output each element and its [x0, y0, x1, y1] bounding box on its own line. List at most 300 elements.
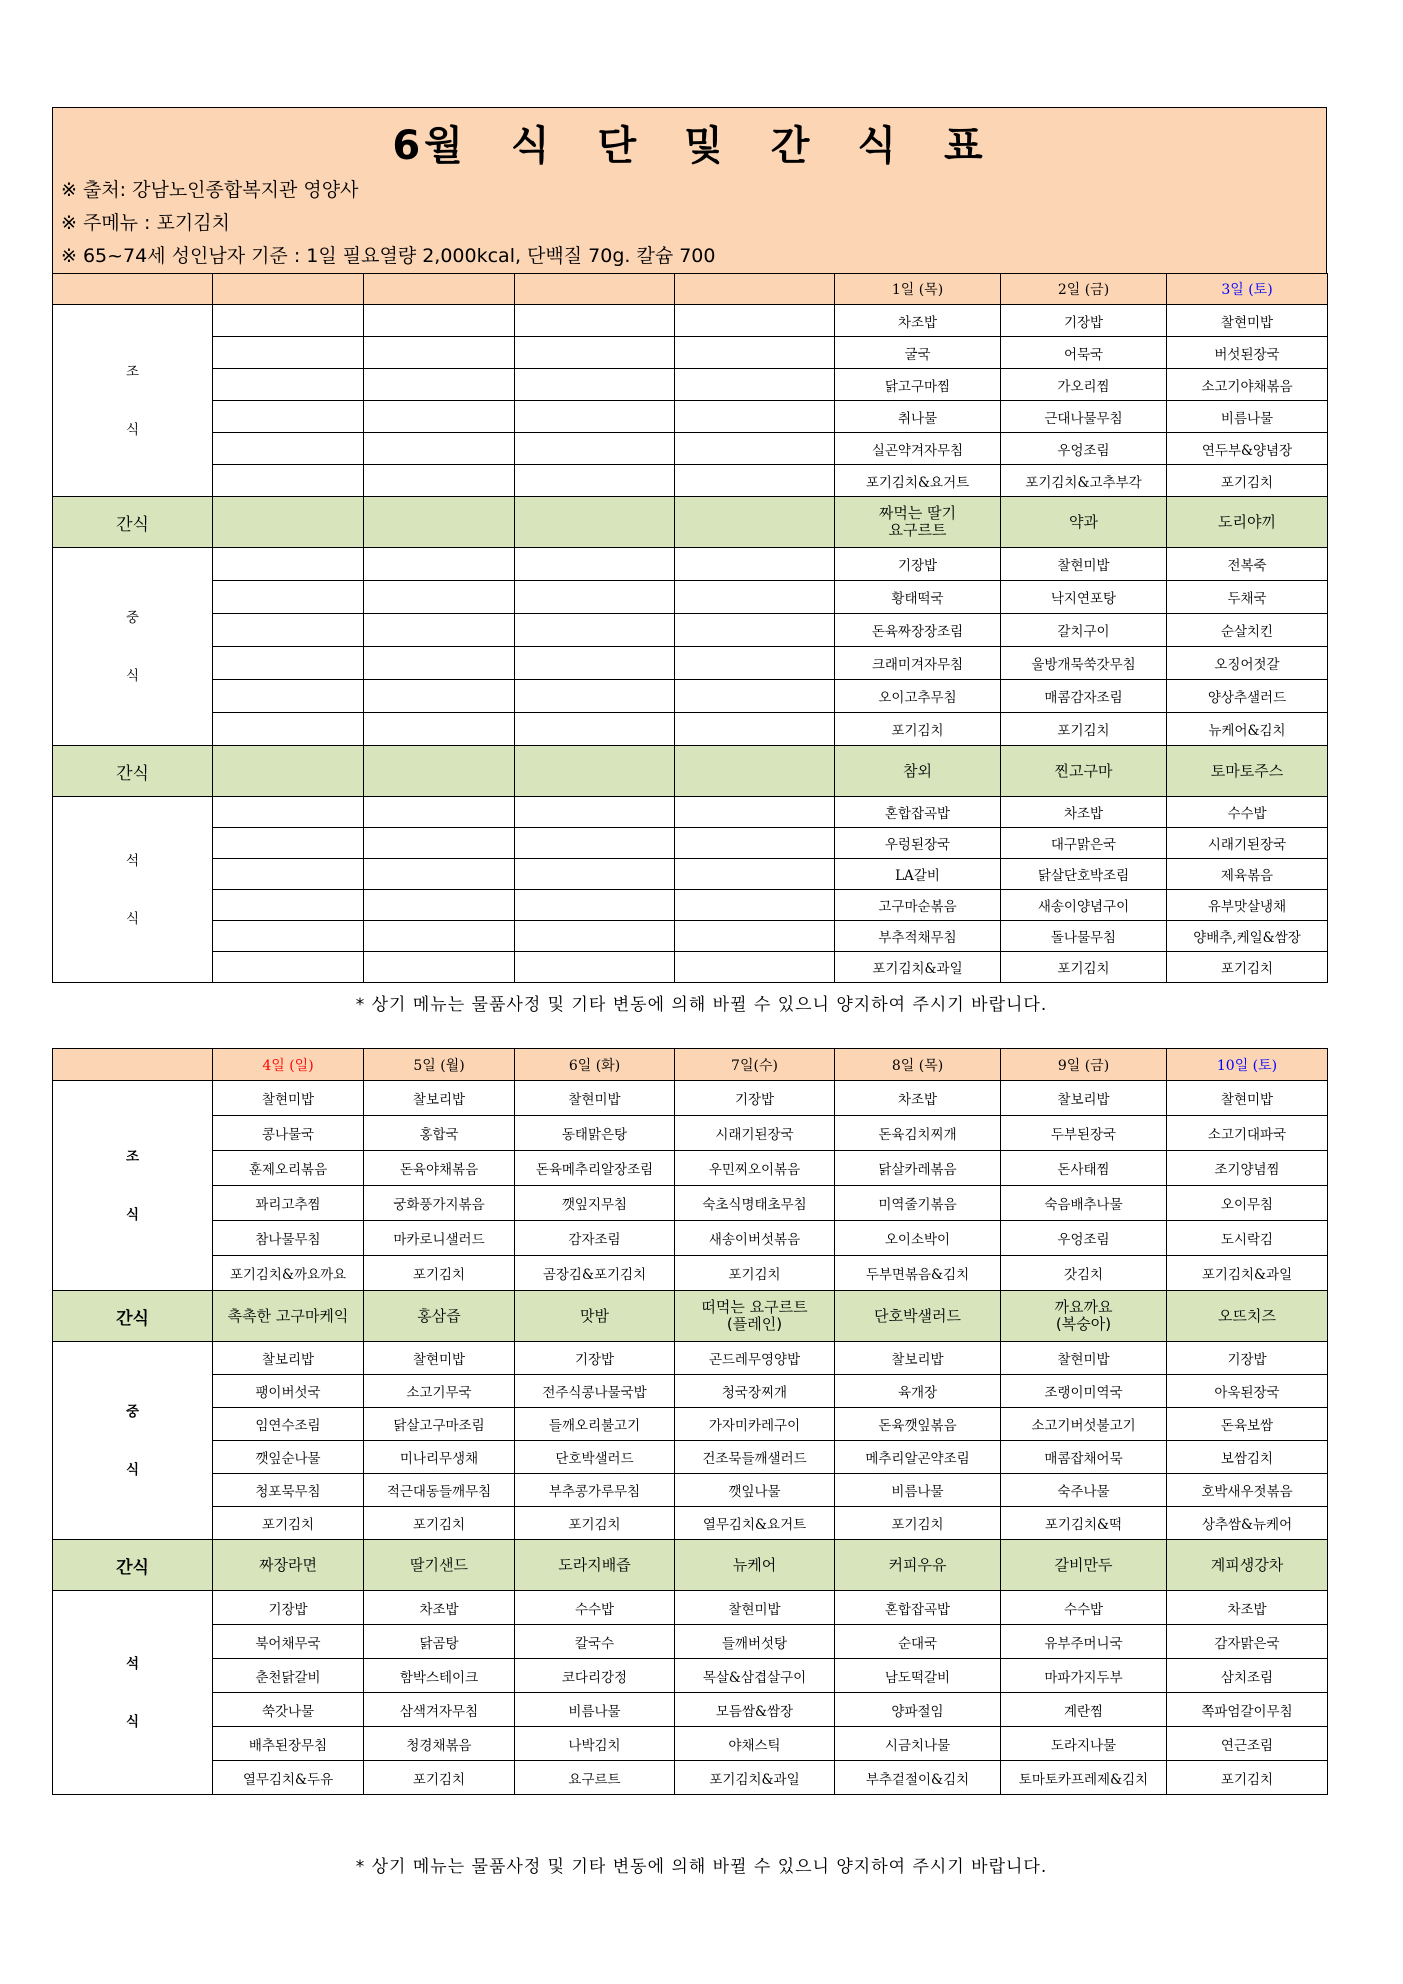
menu-item: 도시락김: [1167, 1221, 1328, 1256]
menu-item: 돈육보쌈: [1167, 1408, 1328, 1441]
lunch-row: [53, 614, 1328, 647]
menu-item: [515, 581, 675, 614]
menu-item: 꽈리고추찜: [213, 1186, 364, 1221]
menu-item: [675, 647, 835, 680]
menu-item: [515, 548, 675, 581]
menu-item: 기장밥: [835, 548, 1001, 581]
menu-item: 포기김치: [364, 1507, 515, 1540]
page-title: 6월 식 단 및 간 식 표: [392, 123, 987, 169]
snack-label: 간식: [53, 497, 213, 548]
lunch-row: [53, 680, 1328, 713]
day-header: 6일 (화): [515, 1049, 675, 1081]
dinner-row: [53, 952, 1328, 983]
menu-item: 돈육메추리알장조림: [515, 1151, 675, 1186]
menu-item: 보쌈김치: [1167, 1441, 1328, 1474]
menu-item: 두부된장국: [1001, 1116, 1167, 1151]
breakfast-label-char: 조: [125, 1148, 140, 1165]
menu-item: 연근조림: [1167, 1727, 1328, 1761]
menu-item: 유부주머니국: [1001, 1625, 1167, 1659]
menu-item: [364, 828, 515, 859]
menu-item: [364, 465, 515, 497]
menu-item: 시금치나물: [835, 1727, 1001, 1761]
week2-menu-table: [52, 1048, 1327, 1795]
menu-item: 단호박샐러드: [515, 1441, 675, 1474]
lunch-label: [53, 1342, 213, 1540]
menu-item: [515, 305, 675, 337]
corner-cell: [53, 274, 213, 305]
menu-item: 찰보리밥: [213, 1342, 364, 1375]
menu-item: 기장밥: [515, 1342, 675, 1375]
menu-item: 포기김치: [213, 1507, 364, 1540]
menu-item: 수수밥: [1001, 1591, 1167, 1625]
menu-item: 호박새우젓볶음: [1167, 1474, 1328, 1507]
menu-item: 아욱된장국: [1167, 1375, 1328, 1408]
menu-item: 기장밥: [1001, 305, 1167, 337]
dinner-row: [53, 797, 1328, 828]
menu-item: 비름나물: [1167, 401, 1328, 433]
menu-item: 상추쌈&뉴케어: [1167, 1507, 1328, 1540]
menu-item: [515, 890, 675, 921]
lunch-row: [53, 1474, 1328, 1507]
menu-item: 순살치킨: [1167, 614, 1328, 647]
menu-item: 포기김치: [1001, 952, 1167, 983]
menu-item: 가오리찜: [1001, 369, 1167, 401]
menu-item: 유부맛살냉채: [1167, 890, 1328, 921]
snack-item: [213, 497, 364, 548]
menu-item: 삼치조림: [1167, 1659, 1328, 1693]
menu-item: [515, 680, 675, 713]
day-header: [364, 274, 515, 305]
dinner-row: [53, 890, 1328, 921]
menu-item: 두채국: [1167, 581, 1328, 614]
breakfast-label: [53, 1081, 213, 1291]
day-header: 5일 (월): [364, 1049, 515, 1081]
menu-item: 메추리알곤약조림: [835, 1441, 1001, 1474]
menu-item: [515, 369, 675, 401]
menu-item: 돌나물무침: [1001, 921, 1167, 952]
menu-item: 오이무침: [1167, 1186, 1328, 1221]
menu-item: 포기김치: [1167, 952, 1328, 983]
snack-item: [364, 497, 515, 548]
menu-item: 포기김치: [1167, 465, 1328, 497]
menu-item: 칼국수: [515, 1625, 675, 1659]
menu-item: [675, 921, 835, 952]
menu-item: [675, 859, 835, 890]
dinner-row: [53, 1625, 1328, 1659]
menu-item: 양배추,케일&쌈장: [1167, 921, 1328, 952]
menu-item: 마카로니샐러드: [364, 1221, 515, 1256]
menu-item: 부추적채무침: [835, 921, 1001, 952]
menu-item: 포기김치: [1001, 713, 1167, 746]
menu-item: [213, 548, 364, 581]
menu-item: 부추겉절이&김치: [835, 1761, 1001, 1795]
menu-item: 숙주나물: [1001, 1474, 1167, 1507]
snack-label: 간식: [53, 746, 213, 797]
menu-item: [213, 337, 364, 369]
menu-item: 찰현미밥: [675, 1591, 835, 1625]
menu-item: [364, 859, 515, 890]
snack-item: 촉촉한 고구마케익: [213, 1291, 364, 1342]
menu-item: 비름나물: [835, 1474, 1001, 1507]
menu-item: 시래기된장국: [1167, 828, 1328, 859]
menu-item: 갈치구이: [1001, 614, 1167, 647]
menu-item: 취나물: [835, 401, 1001, 433]
dinner-label: [53, 1591, 213, 1795]
menu-item: 조랭이미역국: [1001, 1375, 1167, 1408]
menu-item: 닭살단호박조림: [1001, 859, 1167, 890]
menu-item: 고구마순볶음: [835, 890, 1001, 921]
menu-item: [364, 337, 515, 369]
day-header: [675, 274, 835, 305]
menu-item: 찰현미밥: [213, 1081, 364, 1116]
snack-item: 맛밤: [515, 1291, 675, 1342]
week1-table: [52, 273, 1328, 983]
menu-item: 가자미카레구이: [675, 1408, 835, 1441]
menu-item: 임연수조림: [213, 1408, 364, 1441]
menu-item: 열무김치&요거트: [675, 1507, 835, 1540]
snack-item: 약과: [1001, 497, 1167, 548]
source-note: ※ 출처: 강남노인종합복지관 영양사: [61, 179, 359, 201]
snack-item: 짜장라면: [213, 1540, 364, 1591]
day-header: 4일 (일): [213, 1049, 364, 1081]
snack-item: 도리야끼: [1167, 497, 1328, 548]
lunch-row: [53, 647, 1328, 680]
snack-item: 커피우유: [835, 1540, 1001, 1591]
menu-item: 닭곰탕: [364, 1625, 515, 1659]
menu-item: [675, 433, 835, 465]
menu-item: 찰현미밥: [515, 1081, 675, 1116]
menu-item: 함박스테이크: [364, 1659, 515, 1693]
menu-item: 깻잎순나물: [213, 1441, 364, 1474]
snack-item: 참외: [835, 746, 1001, 797]
menu-item: 포기김치&과일: [675, 1761, 835, 1795]
menu-item: 궁화풍가지볶음: [364, 1186, 515, 1221]
menu-item: 목살&삼겹살구이: [675, 1659, 835, 1693]
menu-item: 깻잎지무침: [515, 1186, 675, 1221]
day-header: 7일(수): [675, 1049, 835, 1081]
menu-item: 실곤약겨자무침: [835, 433, 1001, 465]
menu-item: [515, 614, 675, 647]
menu-item: 모듬쌈&쌈장: [675, 1693, 835, 1727]
menu-item: [515, 797, 675, 828]
snack-item: 떠먹는 요구르트 (플레인): [675, 1291, 835, 1342]
menu-item: [675, 465, 835, 497]
menu-item: 포기김치: [1167, 1761, 1328, 1795]
menu-item: 전복죽: [1167, 548, 1328, 581]
menu-item: 차조밥: [364, 1591, 515, 1625]
lunch-label-char: 중: [125, 609, 140, 626]
menu-item: [515, 465, 675, 497]
menu-item: 나박김치: [515, 1727, 675, 1761]
menu-item: 마파가지두부: [1001, 1659, 1167, 1693]
week2-table: [52, 1048, 1328, 1795]
menu-item: 숙초식명태초무침: [675, 1186, 835, 1221]
menu-item: 근대나물무침: [1001, 401, 1167, 433]
menu-item: [675, 305, 835, 337]
lunch-row: [53, 581, 1328, 614]
lunch-row: [53, 713, 1328, 746]
menu-item: 돈육짜장장조림: [835, 614, 1001, 647]
menu-item: 찰현미밥: [1001, 1342, 1167, 1375]
menu-item: 차조밥: [1001, 797, 1167, 828]
menu-item: 훈제오리볶음: [213, 1151, 364, 1186]
lunch-label-char: 중: [125, 1403, 140, 1420]
menu-item: 닭살고구마조림: [364, 1408, 515, 1441]
menu-item: 양상추샐러드: [1167, 680, 1328, 713]
menu-item: 울방개묵쑥갓무침: [1001, 647, 1167, 680]
menu-item: 미역줄기볶음: [835, 1186, 1001, 1221]
menu-item: 조기양념찜: [1167, 1151, 1328, 1186]
nutrition-note: ※ 65~74세 성인남자 기준 : 1일 필요열량 2,000kcal, 단백질 70g. 칼슘 700: [61, 245, 716, 267]
menu-item: 버섯된장국: [1167, 337, 1328, 369]
menu-item: 찰현미밥: [1001, 548, 1167, 581]
menu-item: 비름나물: [515, 1693, 675, 1727]
menu-item: 감자맑은국: [1167, 1625, 1328, 1659]
dinner-label-char: 식: [125, 910, 140, 927]
menu-item: 매콤잡채어묵: [1001, 1441, 1167, 1474]
menu-item: [364, 548, 515, 581]
menu-item: [675, 797, 835, 828]
menu-item: 도라지나물: [1001, 1727, 1167, 1761]
breakfast-row: [53, 401, 1328, 433]
snack-item: 까요까요 (복숭아): [1001, 1291, 1167, 1342]
menu-item: 우민찌오이볶음: [675, 1151, 835, 1186]
menu-item: 배추된장무침: [213, 1727, 364, 1761]
menu-item: [675, 548, 835, 581]
menu-item: [213, 859, 364, 890]
snack-item: 짜먹는 딸기 요구르트: [835, 497, 1001, 548]
menu-item: [213, 369, 364, 401]
menu-item: 포기김치&과일: [835, 952, 1001, 983]
dinner-row: [53, 1591, 1328, 1625]
menu-item: [364, 952, 515, 983]
menu-item: [515, 433, 675, 465]
dinner-row: [53, 1659, 1328, 1693]
menu-item: [213, 680, 364, 713]
menu-item: 깻잎나물: [675, 1474, 835, 1507]
menu-item: [213, 614, 364, 647]
menu-item: 코다리강정: [515, 1659, 675, 1693]
breakfast-row: [53, 1151, 1328, 1186]
dinner-row: [53, 921, 1328, 952]
breakfast-row: [53, 305, 1328, 337]
corner-cell: [53, 1049, 213, 1081]
menu-item: [364, 433, 515, 465]
dinner-row: [53, 1693, 1328, 1727]
menu-item: 찰현미밥: [1167, 305, 1328, 337]
menu-item: 콩나물국: [213, 1116, 364, 1151]
menu-item: 소고기야채볶음: [1167, 369, 1328, 401]
menu-item: 찰보리밥: [364, 1081, 515, 1116]
menu-item: 토마토카프레제&김치: [1001, 1761, 1167, 1795]
menu-item: [364, 369, 515, 401]
breakfast-row: [53, 1256, 1328, 1291]
menu-item: 계란찜: [1001, 1693, 1167, 1727]
menu-item: [213, 890, 364, 921]
day-header: [213, 274, 364, 305]
menu-item: 뉴케어&김치: [1167, 713, 1328, 746]
menu-item: [515, 921, 675, 952]
menu-item: [364, 581, 515, 614]
menu-item: [515, 713, 675, 746]
day-header: 3일 (토): [1167, 274, 1328, 305]
breakfast-row: [53, 337, 1328, 369]
menu-item: 돈사태찜: [1001, 1151, 1167, 1186]
menu-item: 시래기된장국: [675, 1116, 835, 1151]
menu-item: 북어채무국: [213, 1625, 364, 1659]
menu-item: 부추콩가루무침: [515, 1474, 675, 1507]
snack-item: [675, 746, 835, 797]
menu-item: 포기김치&떡: [1001, 1507, 1167, 1540]
breakfast-row: [53, 1186, 1328, 1221]
menu-item: [675, 369, 835, 401]
menu-item: [364, 797, 515, 828]
lunch-row: [53, 1375, 1328, 1408]
menu-item: [364, 890, 515, 921]
menu-item: 포기김치&고추부각: [1001, 465, 1167, 497]
menu-item: [675, 337, 835, 369]
menu-item: 포기김치: [515, 1507, 675, 1540]
menu-item: 기장밥: [1167, 1342, 1328, 1375]
menu-item: 황태떡국: [835, 581, 1001, 614]
menu-item: [213, 713, 364, 746]
menu-item: [364, 647, 515, 680]
breakfast-label-char: 식: [125, 1206, 140, 1223]
menu-item: 요구르트: [515, 1761, 675, 1795]
menu-item: 포기김치: [835, 1507, 1001, 1540]
menu-item: 전주식콩나물국밥: [515, 1375, 675, 1408]
day-header: 2일 (금): [1001, 274, 1167, 305]
menu-item: 혼합잡곡밥: [835, 1591, 1001, 1625]
menu-item: [364, 921, 515, 952]
snack-item: [213, 746, 364, 797]
menu-item: [675, 401, 835, 433]
menu-item: 연두부&양념장: [1167, 433, 1328, 465]
breakfast-row: [53, 465, 1328, 497]
menu-item: [515, 952, 675, 983]
menu-item: LA갈비: [835, 859, 1001, 890]
menu-item: [213, 401, 364, 433]
menu-item: 닭고구마찜: [835, 369, 1001, 401]
snack-item: [675, 497, 835, 548]
dinner-label-char: 석: [125, 1655, 140, 1672]
menu-item: 우렁된장국: [835, 828, 1001, 859]
menu-item: [675, 581, 835, 614]
snack2-row: [53, 1540, 1328, 1591]
breakfast-row: [53, 1116, 1328, 1151]
snack-label: 간식: [53, 1291, 213, 1342]
menu-item: 수수밥: [1167, 797, 1328, 828]
menu-item: 돈육깻잎볶음: [835, 1408, 1001, 1441]
menu-item: 기장밥: [213, 1591, 364, 1625]
menu-item: 춘천닭갈비: [213, 1659, 364, 1693]
lunch-row: [53, 1507, 1328, 1540]
menu-item: 열무김치&두유: [213, 1761, 364, 1795]
menu-item: 찰보리밥: [1001, 1081, 1167, 1116]
day-header: 1일 (목): [835, 274, 1001, 305]
menu-item: 찰현미밥: [364, 1342, 515, 1375]
lunch-row: [53, 1408, 1328, 1441]
day-header: 9일 (금): [1001, 1049, 1167, 1081]
breakfast-label-char: 조: [125, 363, 140, 380]
menu-item: 찰보리밥: [835, 1342, 1001, 1375]
menu-item: [213, 465, 364, 497]
menu-item: 청경채볶음: [364, 1727, 515, 1761]
menu-item: 두부면볶음&김치: [835, 1256, 1001, 1291]
menu-item: 소고기대파국: [1167, 1116, 1328, 1151]
menu-item: 제육볶음: [1167, 859, 1328, 890]
lunch-label-char: 식: [125, 1461, 140, 1478]
menu-item: 차조밥: [835, 305, 1001, 337]
menu-item: [515, 337, 675, 369]
day-header: 8일 (목): [835, 1049, 1001, 1081]
menu-item: [364, 713, 515, 746]
dinner-row: [53, 1761, 1328, 1795]
menu-item: 새송이양념구이: [1001, 890, 1167, 921]
menu-item: 포기김치&요거트: [835, 465, 1001, 497]
menu-item: [213, 305, 364, 337]
menu-item: 혼합잡곡밥: [835, 797, 1001, 828]
menu-item: [364, 680, 515, 713]
menu-item: 감자조림: [515, 1221, 675, 1256]
snack-item: 홍삼즙: [364, 1291, 515, 1342]
menu-item: [364, 305, 515, 337]
menu-item: [515, 401, 675, 433]
menu-item: [213, 828, 364, 859]
snack-item: [364, 746, 515, 797]
snack-item: 찐고구마: [1001, 746, 1167, 797]
day-header-row: [53, 1049, 1328, 1081]
menu-item: 어묵국: [1001, 337, 1167, 369]
menu-item: [515, 647, 675, 680]
menu-item: [675, 713, 835, 746]
menu-item: 양파절임: [835, 1693, 1001, 1727]
menu-item: 건조묵들깨샐러드: [675, 1441, 835, 1474]
snack1-row: [53, 1291, 1328, 1342]
menu-item: 청국장찌개: [675, 1375, 835, 1408]
menu-item: 청포묵무침: [213, 1474, 364, 1507]
menu-item: [213, 647, 364, 680]
snack-item: 단호박샐러드: [835, 1291, 1001, 1342]
snack-item: [515, 497, 675, 548]
menu-item: 소고기버섯불고기: [1001, 1408, 1167, 1441]
menu-item: 매콤감자조림: [1001, 680, 1167, 713]
menu-item: 적근대동들깨무침: [364, 1474, 515, 1507]
snack-item: 계피생강차: [1167, 1540, 1328, 1591]
menu-item: [213, 921, 364, 952]
snack2-row: [53, 746, 1328, 797]
menu-item: [675, 952, 835, 983]
lunch-row: [53, 1441, 1328, 1474]
lunch-label-char: 식: [125, 667, 140, 684]
menu-item: 포기김치: [364, 1256, 515, 1291]
breakfast-row: [53, 1221, 1328, 1256]
dinner-label-char: 석: [125, 852, 140, 869]
menu-item: 포기김치: [835, 713, 1001, 746]
menu-item: [675, 890, 835, 921]
menu-item: 오이고추무침: [835, 680, 1001, 713]
menu-item: 갓김치: [1001, 1256, 1167, 1291]
snack-item: 갈비만두: [1001, 1540, 1167, 1591]
menu-item: 찰현미밥: [1167, 1081, 1328, 1116]
menu-item: [364, 401, 515, 433]
dinner-row: [53, 828, 1328, 859]
snack-item: 오뜨치즈: [1167, 1291, 1328, 1342]
lunch-row: [53, 1342, 1328, 1375]
menu-item: 곰장김&포기김치: [515, 1256, 675, 1291]
snack-item: 딸기샌드: [364, 1540, 515, 1591]
menu-item: [213, 797, 364, 828]
